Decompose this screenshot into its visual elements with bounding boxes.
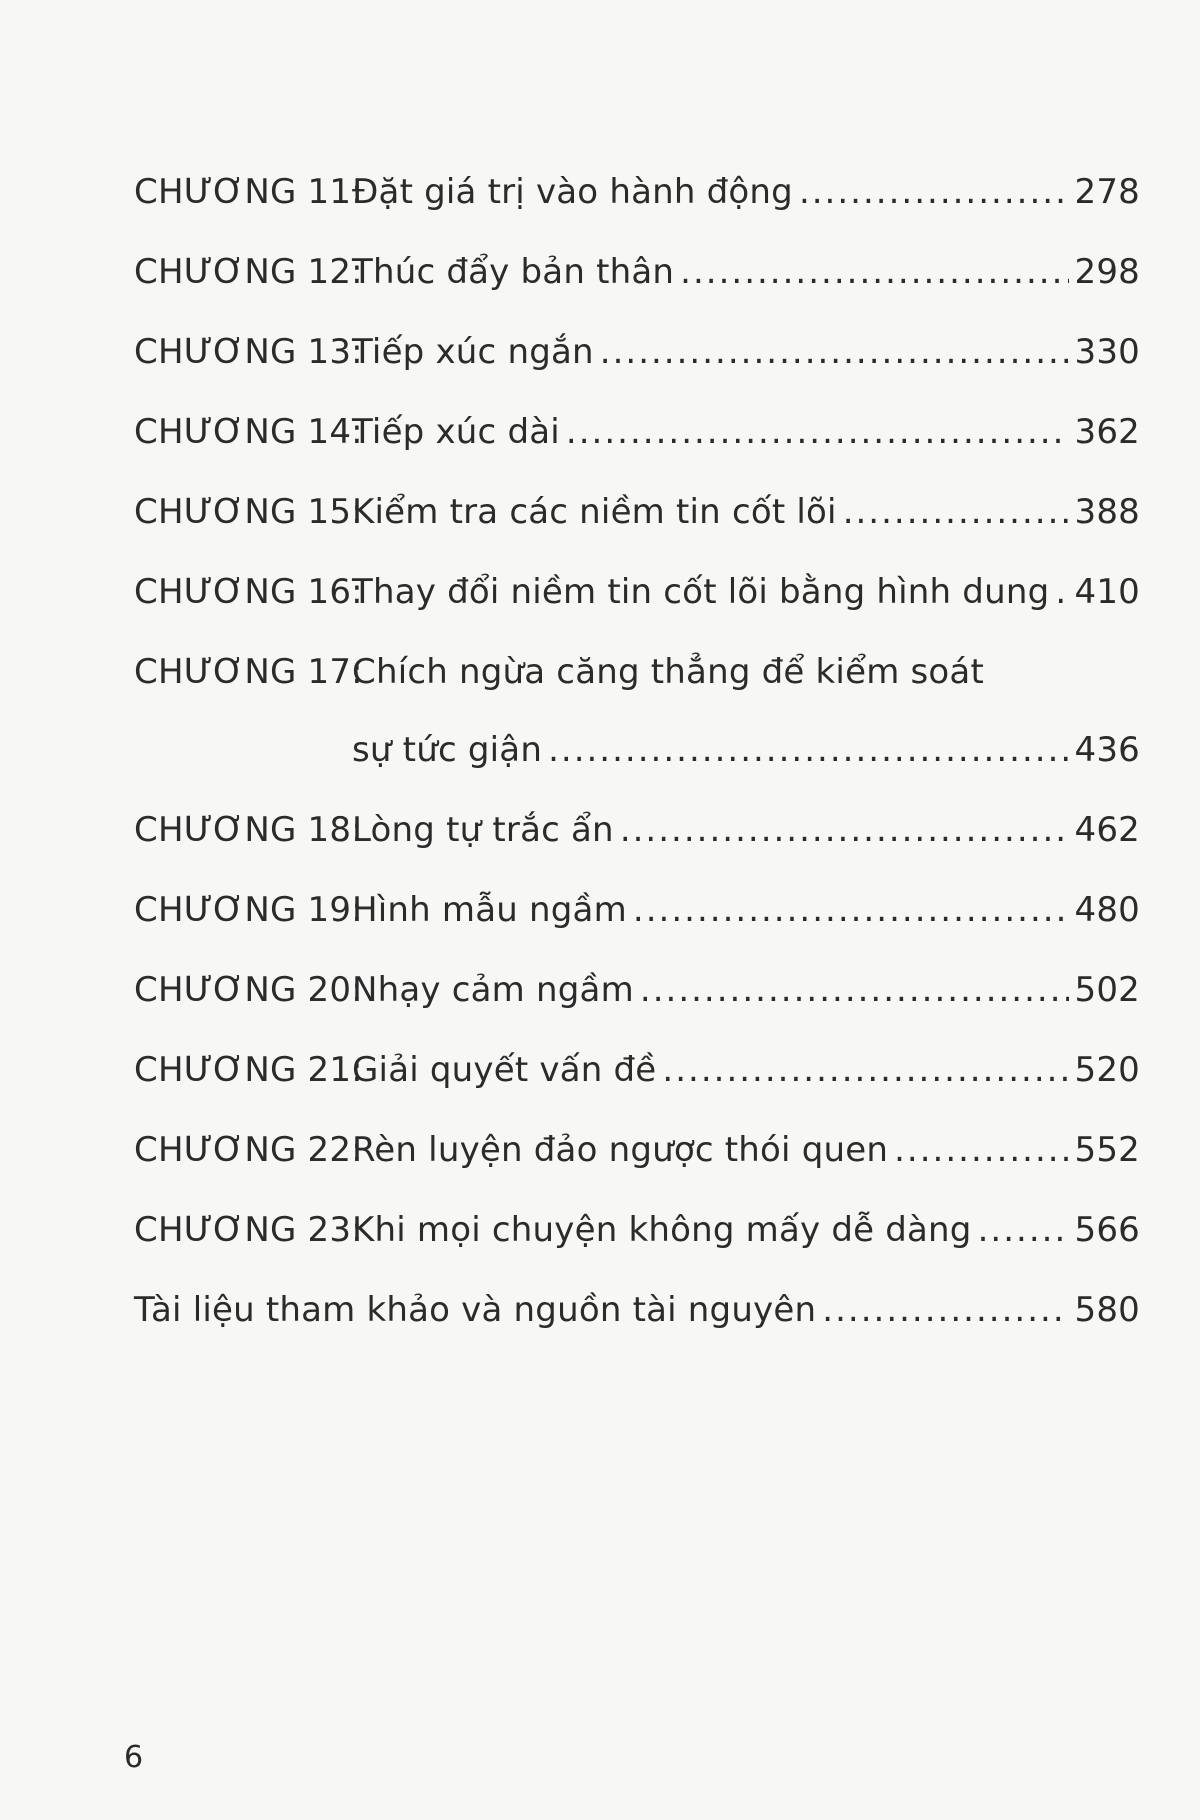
dot-leader: [1055, 572, 1068, 612]
toc-entry-chapter-21: [134, 1050, 1140, 1090]
chapter-title: Kiểm tra các niềm tin cốt lõi: [352, 492, 837, 532]
chapter-title: Tiếp xúc ngắn: [352, 332, 594, 372]
chapter-title: Hình mẫu ngầm: [352, 890, 627, 930]
toc-entry-chapter-14: [134, 412, 1140, 452]
dot-leader: [600, 332, 1069, 372]
chapter-title: Giải quyết vấn đề: [352, 1050, 657, 1090]
page-number: 6: [124, 1740, 144, 1775]
toc-entry-chapter-20: [134, 970, 1140, 1010]
chapter-label: CHƯƠNG 11:: [134, 172, 363, 212]
table-of-contents: [134, 172, 1140, 1370]
chapter-title: Chích ngừa căng thẳng để kiểm soát: [352, 652, 984, 692]
chapter-label: CHƯƠNG 18:: [134, 810, 363, 850]
chapter-page-number: 566: [1074, 1210, 1140, 1250]
toc-entry-chapter-19: [134, 890, 1140, 930]
references-title: Tài liệu tham khảo và nguồn tài nguyên: [134, 1290, 817, 1330]
chapter-title: Thay đổi niềm tin cốt lõi bằng hình dung: [352, 572, 1050, 612]
toc-entry-chapter-12: [134, 252, 1140, 292]
chapter-label: CHƯƠNG 16:: [134, 572, 363, 612]
chapter-title: Nhạy cảm ngầm: [352, 970, 634, 1010]
chapter-label: CHƯƠNG 14:: [134, 412, 363, 452]
chapter-page-number: 330: [1074, 332, 1140, 372]
chapter-label: CHƯƠNG 19:: [134, 890, 363, 930]
toc-entry-chapter-22: [134, 1130, 1140, 1170]
chapter-title: Rèn luyện đảo ngược thói quen: [352, 1130, 889, 1170]
toc-entry-chapter-15: [134, 492, 1140, 532]
toc-entry-chapter-17: [134, 652, 1140, 770]
dot-leader: [662, 1050, 1068, 1090]
toc-entry-chapter-23: [134, 1210, 1140, 1250]
toc-entry-chapter-11: [134, 172, 1140, 212]
chapter-title: Đặt giá trị vào hành động: [352, 172, 793, 212]
chapter-label: CHƯƠNG 17:: [134, 652, 363, 692]
chapter-label: CHƯƠNG 21:: [134, 1050, 363, 1090]
toc-entry-chapter-16: [134, 572, 1140, 612]
dot-leader: [978, 1210, 1069, 1250]
dot-leader: [894, 1130, 1068, 1170]
chapter-label: CHƯƠNG 22:: [134, 1130, 363, 1170]
chapter-page-number: 362: [1074, 412, 1140, 452]
chapter-page-number: 278: [1074, 172, 1140, 212]
references-page-number: 580: [1074, 1290, 1140, 1330]
chapter-page-number: 298: [1074, 252, 1140, 292]
dot-leader: [633, 890, 1069, 930]
chapter-title: Lòng tự trắc ẩn: [352, 810, 614, 850]
dot-leader: [680, 252, 1068, 292]
chapter-label: CHƯƠNG 13:: [134, 332, 363, 372]
chapter-label: CHƯƠNG 23:: [134, 1210, 363, 1250]
toc-entry-chapter-18: [134, 810, 1140, 850]
chapter-title: Khi mọi chuyện không mấy dễ dàng: [352, 1210, 972, 1250]
dot-leader: [548, 730, 1068, 770]
chapter-page-number: 388: [1074, 492, 1140, 532]
dot-leader: [620, 810, 1069, 850]
dot-leader: [843, 492, 1069, 532]
chapter-page-number: 436: [1074, 730, 1140, 770]
chapter-page-number: 520: [1074, 1050, 1140, 1090]
chapter-title-continuation: sự tức giận: [352, 730, 543, 770]
dot-leader: [822, 1290, 1068, 1330]
chapter-label: CHƯƠNG 20:: [134, 970, 363, 1010]
dot-leader: [799, 172, 1069, 212]
chapter-title: Tiếp xúc dài: [352, 412, 560, 452]
chapter-title: Thúc đẩy bản thân: [352, 252, 675, 292]
chapter-page-number: 410: [1074, 572, 1140, 612]
chapter-label: CHƯƠNG 12:: [134, 252, 363, 292]
toc-entry-references: [134, 1290, 1140, 1330]
chapter-page-number: 502: [1074, 970, 1140, 1010]
toc-entry-chapter-13: [134, 332, 1140, 372]
chapter-page-number: 462: [1074, 810, 1140, 850]
dot-leader: [566, 412, 1069, 452]
chapter-label: CHƯƠNG 15:: [134, 492, 363, 532]
chapter-page-number: 552: [1074, 1130, 1140, 1170]
chapter-page-number: 480: [1074, 890, 1140, 930]
dot-leader: [640, 970, 1069, 1010]
